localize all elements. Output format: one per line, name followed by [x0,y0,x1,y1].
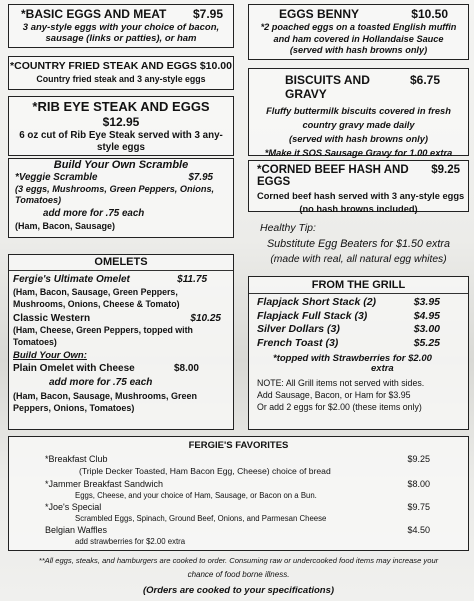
scramble-item: *Veggie Scramble [15,172,98,183]
scramble-desc: Tomatoes) [15,195,62,205]
omelet-desc: Tomatoes) [13,336,57,347]
grill-topped-extra: extra [371,363,394,374]
favorite-desc: Scrambled Eggs, Spinach, Ground Beef, Onions, and Parmesan Cheese [75,514,327,523]
biscuits-desc: Fluffy buttermilk biscuits covered in fresh [266,106,451,116]
omelet-item: Classic Western [13,313,91,324]
omelet-item: Fergie's Ultimate Omelet [13,274,130,285]
omelet-price: $8.00 [173,363,199,374]
biscuits-price: $6.75 [409,73,440,87]
biscuits-desc: *Make it SOS Sausage Gravy for 1.00 extra [264,148,453,158]
omelets-title: OMELETS [94,256,148,268]
omelet-desc: (Ham, Bacon, Sausage, Mushrooms, Green [13,391,198,401]
corned-beef-box [248,160,469,212]
eggs-benny-title: EGGS BENNY [279,7,360,21]
rib-eye-title: *RIB EYE STEAK AND EGGS [32,99,210,114]
omelet-item: Plain Omelet with Cheese [13,363,135,374]
grill-list [249,294,468,350]
omelet-desc: (Ham, Bacon, Sausage, Green Peppers, [13,287,178,297]
favorites-title: FERGIE'S FAVORITES [188,440,289,451]
scramble-price: $7.95 [188,172,213,183]
scramble-box [8,158,234,238]
biscuits-title: BISCUITS AND GRAVY [285,73,370,101]
country-fried-desc: Country fried steak and 3 any-style eggs [36,74,206,84]
healthy-tip-line: Substitute Egg Beaters for $1.50 extra [266,238,451,250]
rib-eye-box [8,96,234,156]
favorite-desc: add strawberries for $2.00 extra [75,537,186,546]
omelet-desc: (Ham, Cheese, Green Peppers, topped with [13,325,193,335]
grill-item: French Toast (3) $5.25 [257,336,440,349]
favorite-item: *Jammer Breakfast Sandwich $8.00 [45,479,430,489]
eggs-benny-desc: *2 poached eggs on a toasted English muffin [260,22,457,32]
eggs-benny-price: $10.50 [411,7,448,21]
rib-eye-desc: style eggs [97,142,145,153]
favorite-item: *Joe's Special $9.75 [45,502,430,512]
eggs-benny-desc: (served with hash browns only) [289,45,428,55]
corned-beef-price: $9.25 [431,164,460,176]
grill-item: Flapjack Full Stack (3) $4.95 [257,309,440,322]
grill-note: Add Sausage, Bacon, or Ham for $3.95 [257,390,411,400]
footer-disclaimer: **All eggs, steaks, and hamburgers are cooked to order. Consuming raw or undercooked food items may increase your [38,556,439,565]
basic-eggs-price: $7.95 [192,7,223,21]
grill-note: NOTE: All Grill items not served with sides. [257,378,425,388]
healthy-tip [248,222,469,267]
eggs-benny-desc: and ham covered in Hollandaise Sauce [273,33,444,44]
basic-eggs-desc: 3 any-style eggs with your choice of bacon, [22,22,220,33]
country-fried-box [8,56,234,90]
basic-eggs-title: *BASIC EGGS AND MEAT [21,7,167,21]
grill-topped: *topped with Strawberries for $2.00 [273,353,432,364]
healthy-tip-title: Healthy Tip: [260,222,316,234]
omelet-add: add more for .75 each [49,377,153,388]
healthy-tip-line: (made with real, all natural egg whites) [270,254,447,265]
favorite-desc: Eggs, Cheese, and your choice of Ham, Sausage, or Bacon on a Bun. [75,491,317,500]
grill-title: FROM THE GRILL [311,279,406,291]
country-fried-title: *COUNTRY FRIED STEAK AND EGGS $10.00 [10,60,232,72]
corned-beef-desc: (no hash browns included) [299,204,418,214]
basic-eggs-box [8,4,234,48]
corned-beef-title: *CORNED BEEF HASH AND EGGS [257,164,409,188]
grill-item: Flapjack Short Stack (2) $3.95 [257,296,440,308]
footer [8,556,469,596]
biscuits-box [248,68,469,156]
footer-note: (Orders are cooked to your specifications) [142,585,335,596]
omelet-desc: Mushrooms, Onions, Cheese & Tomato) [13,298,180,309]
favorite-desc: (Triple Decker Toasted, Ham Bacon Egg, Cheese) choice of bread [79,466,331,476]
grill-item: Silver Dollars (3) $3.00 [257,323,440,335]
scramble-extras: (Ham, Bacon, Sausage) [15,221,116,231]
favorite-item: Belgian Waffles $4.50 [45,525,430,535]
omelet-desc: Peppers, Onions, Tomatoes) [13,403,135,413]
scramble-add: add more for .75 each [43,208,145,219]
favorites-box [8,436,469,551]
rib-eye-desc: 6 oz cut of Rib Eye Steak served with 3 any- [19,130,223,141]
scramble-desc: (3 eggs, Mushrooms, Green Peppers, Onions, [15,184,215,194]
omelet-price: $10.25 [190,313,221,324]
eggs-benny-box [248,4,469,60]
omelet-build-label: Build Your Own: [13,350,87,361]
footer-disclaimer: chance of food borne illness. [187,570,290,579]
corned-beef-desc: Corned beef hash served with 3 any-style eggs [257,191,465,201]
basic-eggs-desc: sausage (links or patties), or ham [45,33,197,44]
omelets-box [8,254,234,430]
biscuits-desc: country gravy made daily [302,120,415,130]
favorite-item: *Breakfast Club $9.25 [45,454,430,464]
grill-note: Or add 2 eggs for $2.00 (these items only) [257,402,422,412]
omelet-price: $11.75 [177,274,207,285]
grill-box [248,276,469,430]
rib-eye-price: $12.95 [102,115,140,129]
scramble-title: Build Your Own Scramble [53,159,189,171]
biscuits-desc: (served with hash browns only) [289,134,428,144]
